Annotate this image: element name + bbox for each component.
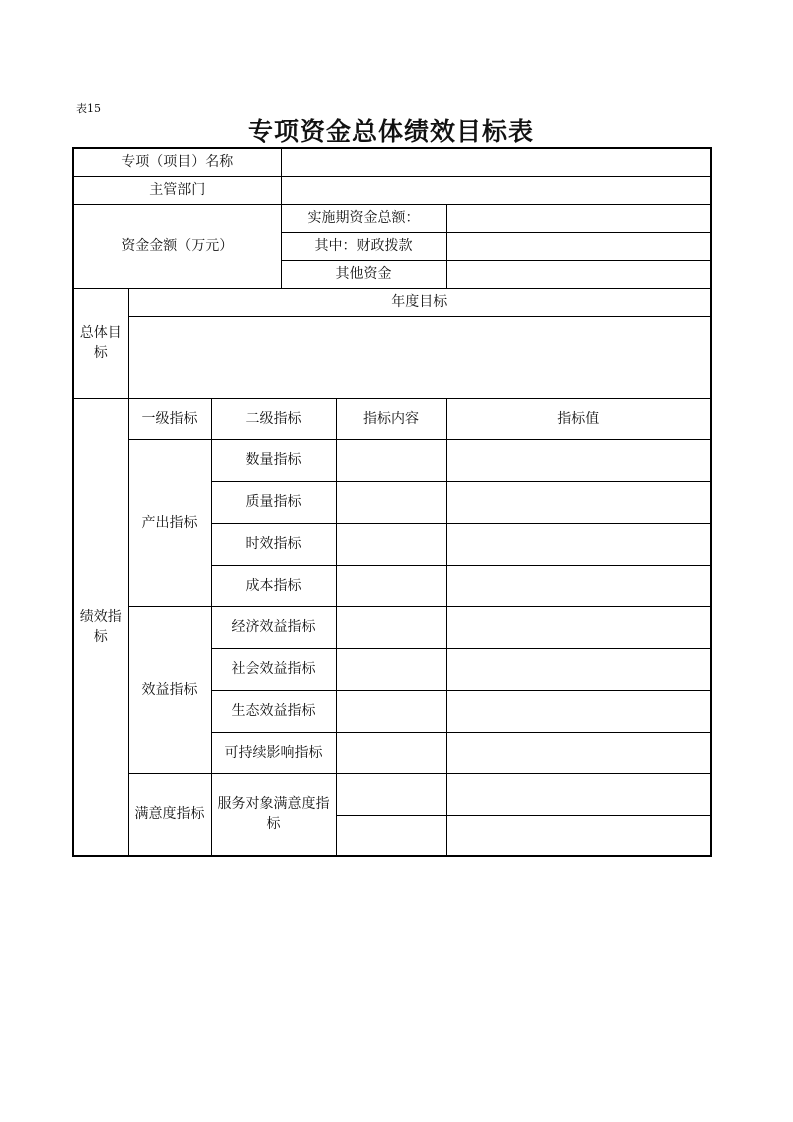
service-satisfaction-indicator: 服务对象满意度指标 (211, 773, 336, 856)
timeliness-indicator: 时效指标 (211, 523, 336, 565)
overall-goal-label: 总体目标 (73, 288, 128, 398)
output-indicators-label: 产出指标 (128, 439, 211, 606)
content-header: 指标内容 (336, 398, 446, 439)
satisfaction-indicators-label: 满意度指标 (128, 773, 211, 856)
funds-label: 资金金额（万元） (73, 204, 281, 288)
page-title: 专项资金总体绩效目标表 (247, 117, 534, 146)
indicator-value-field[interactable] (446, 732, 711, 773)
indicator-content-field[interactable] (336, 439, 446, 481)
department-label: 主管部门 (73, 176, 281, 204)
indicator-content-field[interactable] (336, 606, 446, 648)
indicator-content-field[interactable] (336, 523, 446, 565)
other-funds-label: 其他资金 (281, 260, 446, 288)
performance-target-form (72, 147, 712, 857)
project-name-field[interactable] (281, 148, 711, 176)
indicator-value-field[interactable] (446, 690, 711, 732)
annual-goal-header: 年度目标 (128, 288, 711, 316)
value-header: 指标值 (446, 398, 711, 439)
indicator-content-field[interactable] (336, 648, 446, 690)
indicator-value-field[interactable] (446, 481, 711, 523)
annual-goal-field[interactable] (128, 316, 711, 398)
ecological-benefit-indicator: 生态效益指标 (211, 690, 336, 732)
cost-indicator: 成本指标 (211, 565, 336, 606)
indicator-content-field[interactable] (336, 815, 446, 856)
fiscal-funds-label: 其中：财政拨款 (281, 232, 446, 260)
performance-label: 绩效指标 (73, 398, 128, 856)
indicator-value-field[interactable] (446, 773, 711, 815)
sustainability-indicator: 可持续影响指标 (211, 732, 336, 773)
indicator-value-field[interactable] (446, 815, 711, 856)
economic-benefit-indicator: 经济效益指标 (211, 606, 336, 648)
quality-indicator: 质量指标 (211, 481, 336, 523)
benefit-indicators-label: 效益指标 (128, 606, 211, 773)
indicator-content-field[interactable] (336, 773, 446, 815)
indicator-content-field[interactable] (336, 481, 446, 523)
table-number: 表15 (76, 102, 101, 115)
level1-header: 一级指标 (128, 398, 211, 439)
indicator-value-field[interactable] (446, 565, 711, 606)
department-field[interactable] (281, 176, 711, 204)
indicator-content-field[interactable] (336, 732, 446, 773)
project-name-label: 专项（项目）名称 (73, 148, 281, 176)
fiscal-funds-field[interactable] (446, 232, 711, 260)
indicator-content-field[interactable] (336, 565, 446, 606)
level2-header: 二级指标 (211, 398, 336, 439)
indicator-content-field[interactable] (336, 690, 446, 732)
indicator-value-field[interactable] (446, 439, 711, 481)
total-funds-field[interactable] (446, 204, 711, 232)
indicator-value-field[interactable] (446, 606, 711, 648)
indicator-value-field[interactable] (446, 523, 711, 565)
quantity-indicator: 数量指标 (211, 439, 336, 481)
total-funds-label: 实施期资金总额： (281, 204, 446, 232)
social-benefit-indicator: 社会效益指标 (211, 648, 336, 690)
other-funds-field[interactable] (446, 260, 711, 288)
indicator-value-field[interactable] (446, 648, 711, 690)
